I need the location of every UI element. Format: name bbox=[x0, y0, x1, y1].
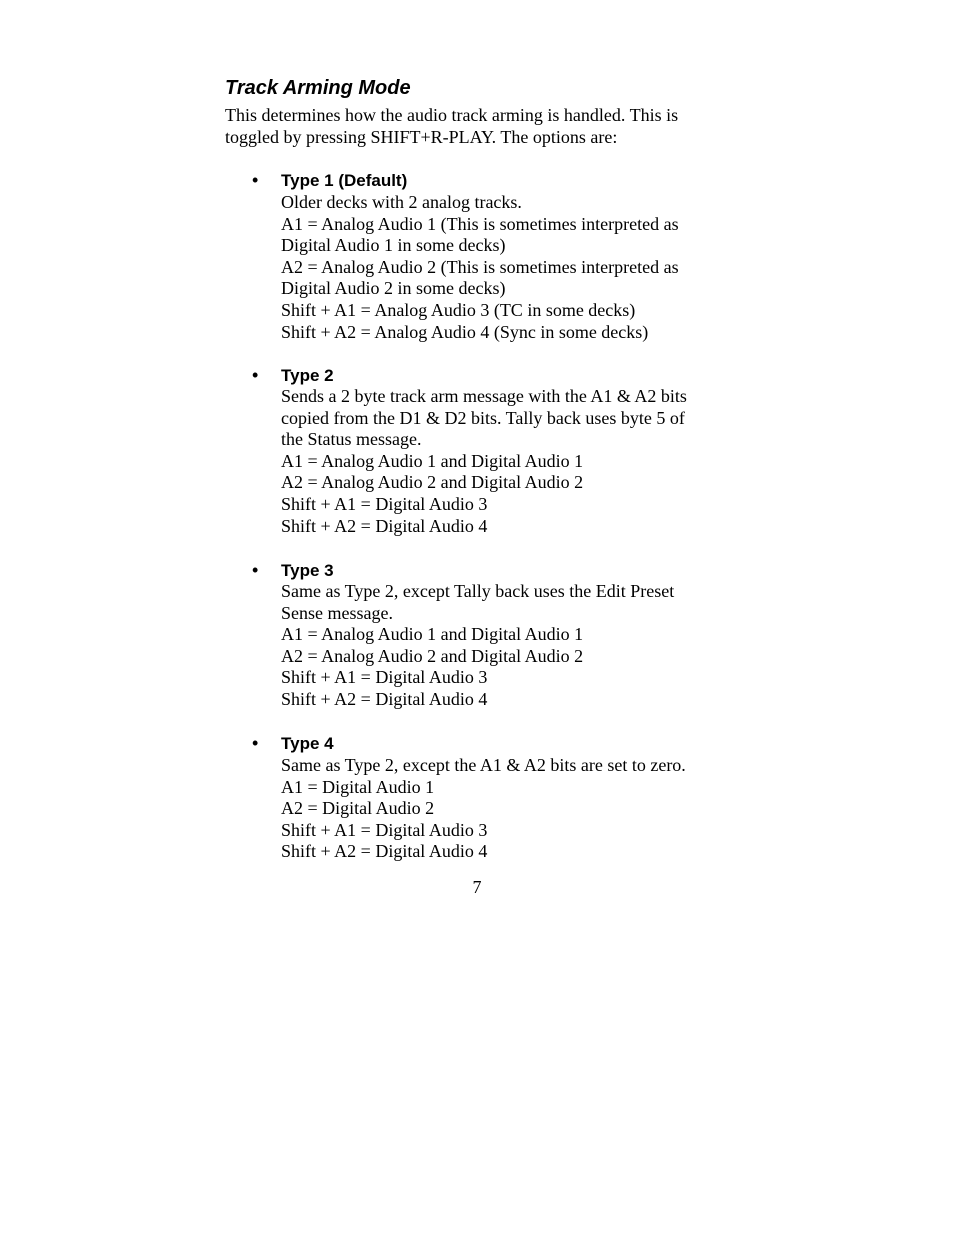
option-line: Shift + A1 = Digital Audio 3 bbox=[281, 819, 488, 840]
option-line: Sense message. bbox=[281, 602, 393, 623]
option-title-type-1: Type 1 (Default) bbox=[281, 171, 408, 190]
option-title-type-4: Type 4 bbox=[281, 734, 334, 753]
option-line: Shift + A2 = Analog Audio 4 (Sync in some decks) bbox=[281, 321, 649, 342]
option-line: Shift + A1 = Digital Audio 3 bbox=[281, 493, 488, 514]
option-line: Older decks with 2 analog tracks. bbox=[281, 192, 522, 212]
option-line: Sends a 2 byte track arm message with the A1 & A2 bits bbox=[281, 386, 687, 406]
option-line: copied from the D1 & D2 bits. Tally back uses byte 5 of bbox=[281, 407, 685, 428]
option-line: Same as Type 2, except the A1 & A2 bits are set to zero. bbox=[281, 755, 686, 775]
option-body-type-4 bbox=[281, 755, 686, 863]
option-line: A2 = Digital Audio 2 bbox=[281, 798, 435, 819]
option-body-type-2 bbox=[281, 386, 687, 537]
option-title-type-3: Type 3 bbox=[281, 561, 334, 580]
bullet-icon: • bbox=[252, 560, 259, 580]
intro-line: toggled by pressing SHIFT+R-PLAY. The options are: bbox=[225, 127, 618, 147]
option-line: A2 = Analog Audio 2 and Digital Audio 2 bbox=[281, 645, 584, 666]
bullet-icon: • bbox=[252, 170, 259, 190]
intro-line: This determines how the audio track arming is handled. This is bbox=[225, 105, 679, 125]
bullet-icon: • bbox=[252, 733, 259, 753]
option-line: Shift + A1 = Digital Audio 3 bbox=[281, 667, 488, 688]
option-line: A1 = Digital Audio 1 bbox=[281, 776, 435, 797]
option-body-type-1 bbox=[281, 192, 679, 343]
option-line: A1 = Analog Audio 1 (This is sometimes interpreted as bbox=[281, 213, 679, 234]
option-line: Shift + A1 = Analog Audio 3 (TC in some decks) bbox=[281, 299, 636, 320]
option-line: Digital Audio 2 in some decks) bbox=[281, 278, 506, 299]
option-line: Shift + A2 = Digital Audio 4 bbox=[281, 515, 488, 536]
intro-paragraph bbox=[225, 104, 745, 148]
option-line: Shift + A2 = Digital Audio 4 bbox=[281, 688, 488, 709]
section-heading: Track Arming Mode bbox=[225, 77, 411, 99]
bullet-icon: • bbox=[252, 365, 259, 385]
option-line: Shift + A2 = Digital Audio 4 bbox=[281, 841, 488, 862]
option-line: the Status message. bbox=[281, 429, 422, 450]
page-number: 7 bbox=[472, 877, 482, 897]
option-line: A1 = Analog Audio 1 and Digital Audio 1 bbox=[281, 450, 584, 471]
option-body-type-3 bbox=[281, 581, 674, 711]
option-line: A1 = Analog Audio 1 and Digital Audio 1 bbox=[281, 624, 584, 645]
option-title-type-2: Type 2 bbox=[281, 366, 334, 385]
option-line: Digital Audio 1 in some decks) bbox=[281, 235, 506, 256]
option-line: A2 = Analog Audio 2 (This is sometimes interpreted as bbox=[281, 256, 679, 277]
option-line: A2 = Analog Audio 2 and Digital Audio 2 bbox=[281, 472, 584, 493]
option-line: Same as Type 2, except Tally back uses the Edit Preset bbox=[281, 581, 675, 601]
